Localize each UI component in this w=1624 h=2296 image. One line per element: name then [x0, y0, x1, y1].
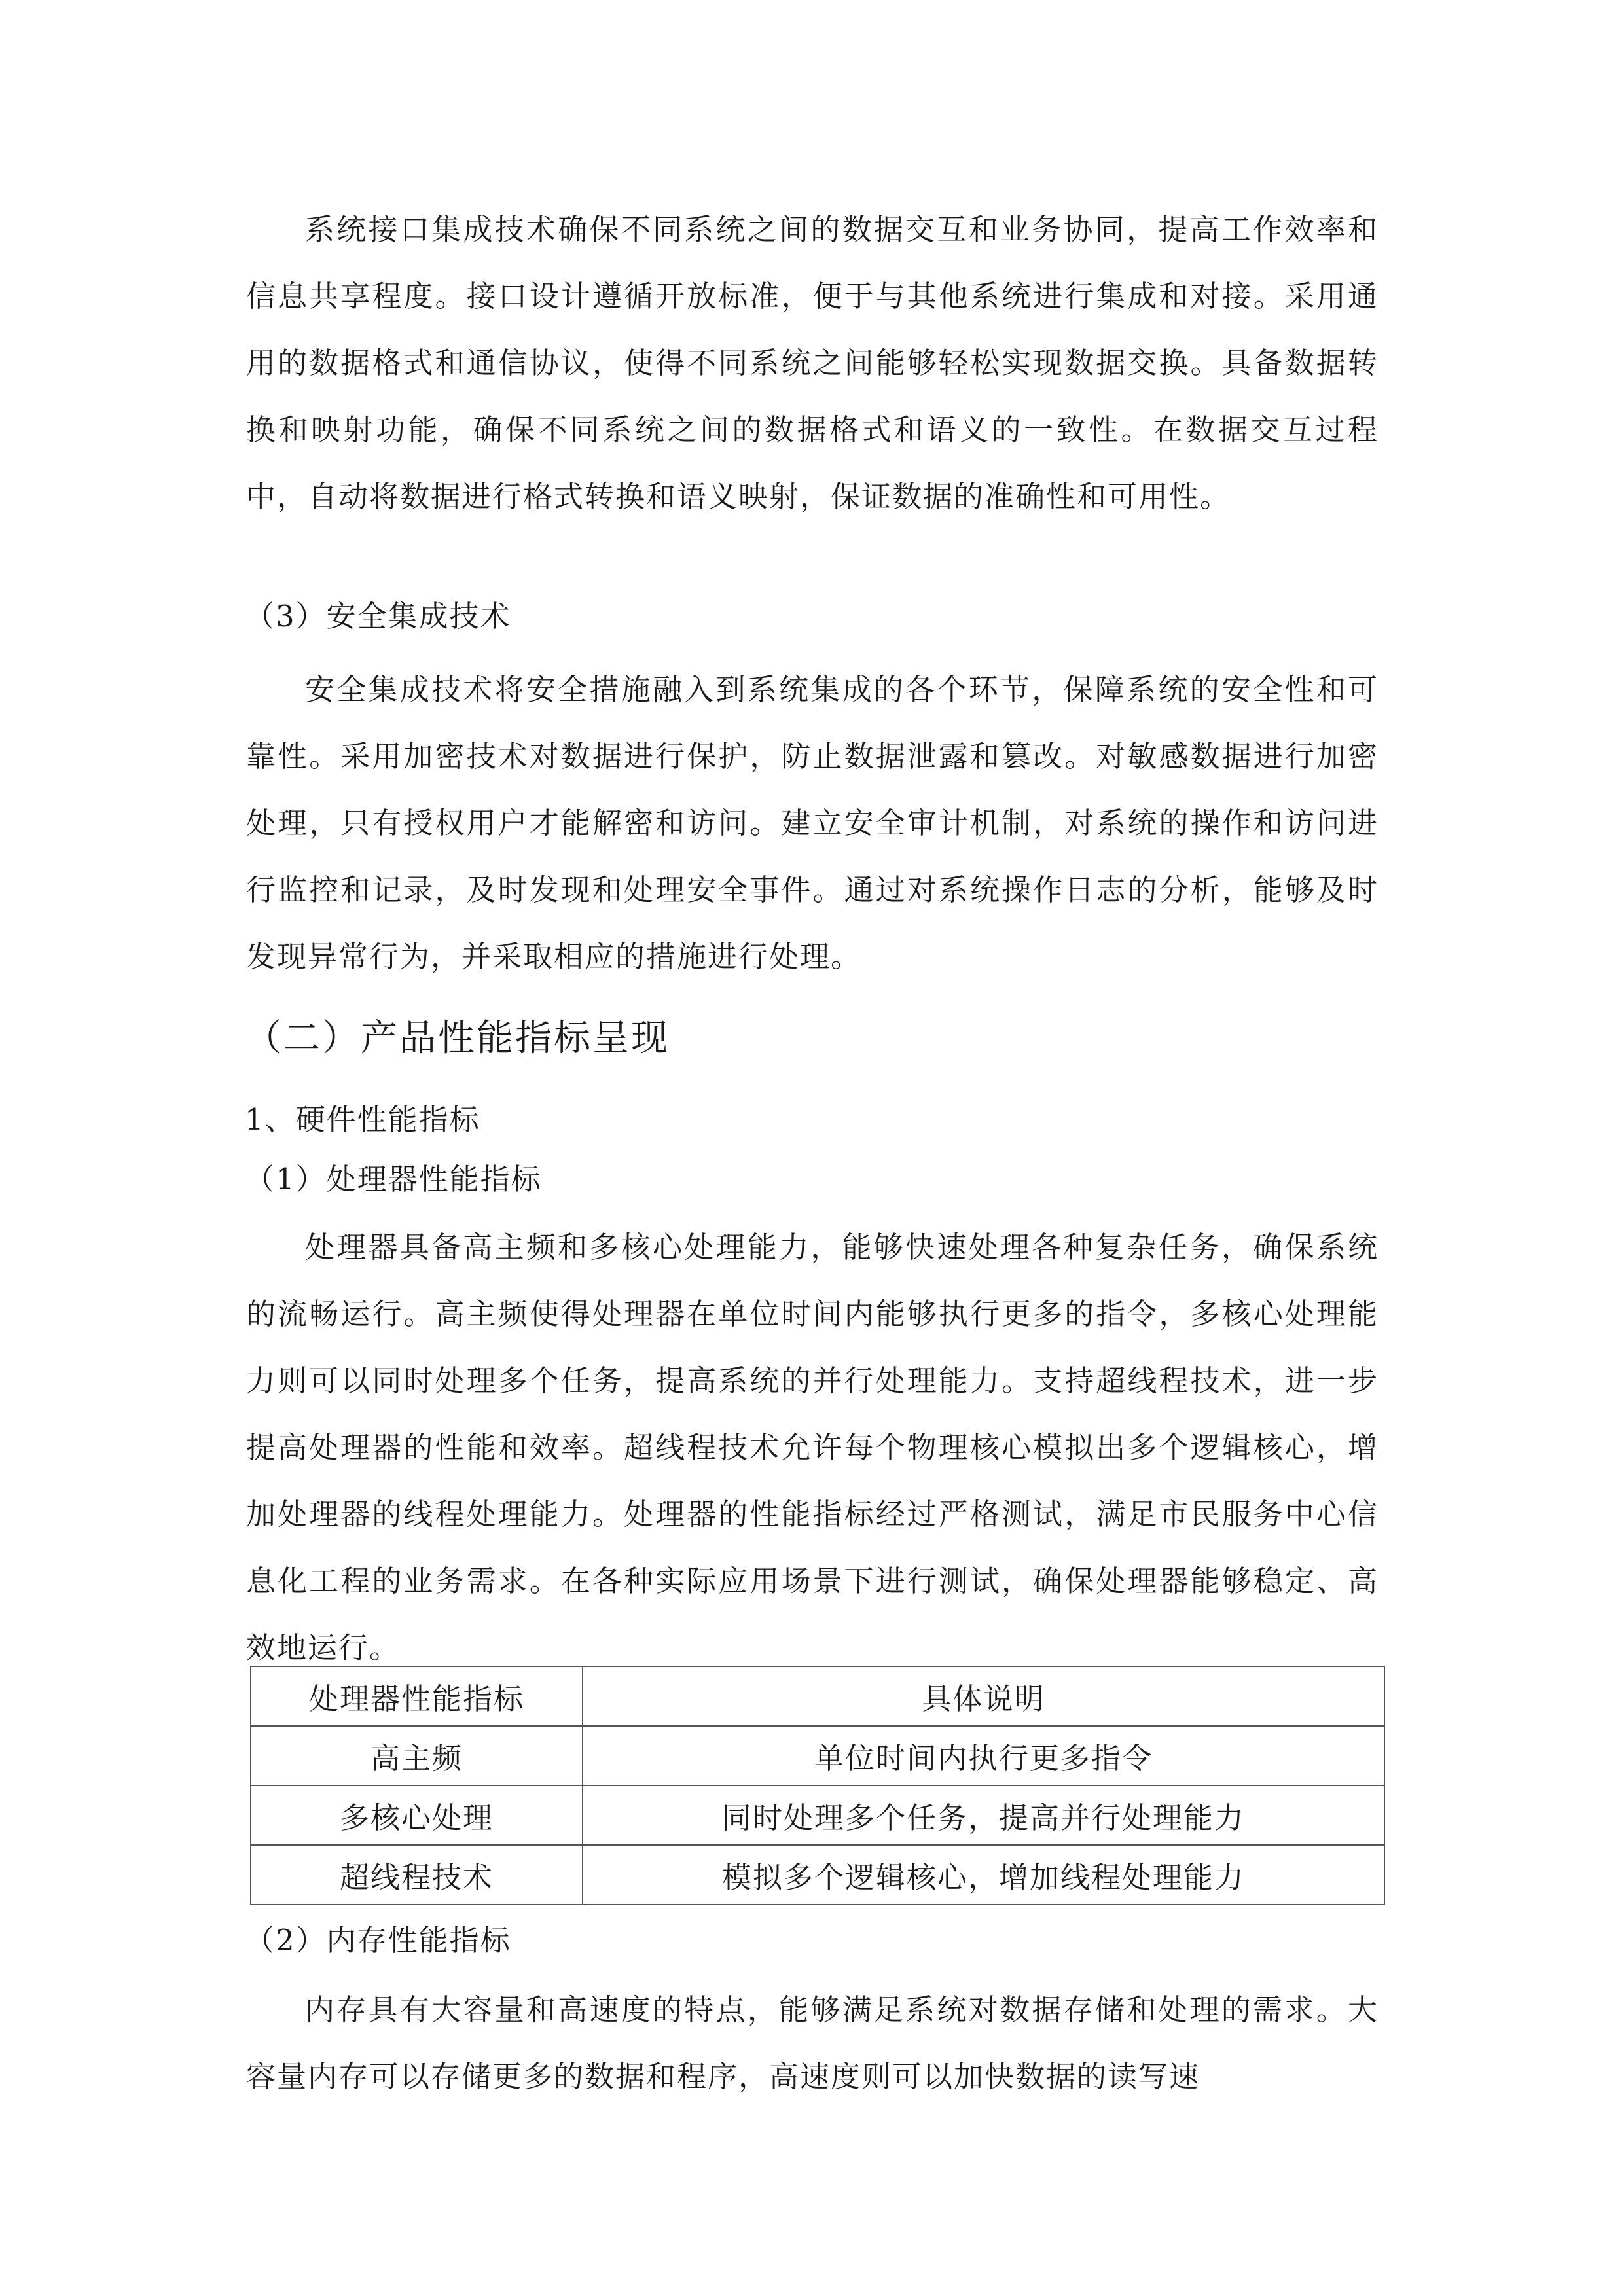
- table-header-cell: 处理器性能指标: [251, 1666, 583, 1726]
- paragraph-security-integration: 安全集成技术将安全措施融入到系统集成的各个环节，保障系统的安全性和可靠性。采用加密技术对数据进行保护，防止数据泄露和篡改。对敏感数据进行加密处理，只有授权用户才能解密和访问。建立安全审计机制，对系统的操作和访问进行监控和记录，及时发现和处理安全事件。通过对系统操作日志的分析，能够及时发现异常行为，并采取相应的措施进行处理。: [246, 672, 1379, 974]
- table-row: [251, 1845, 1384, 1905]
- heading-memory-metrics: （2）内存性能指标: [245, 1923, 511, 1958]
- paragraph-memory-metrics: 内存具有大容量和高速度的特点，能够满足系统对数据存储和处理的需求。大容量内存可以存储更多的数据和程序，高速度则可以加快数据的读写速: [246, 1992, 1379, 2094]
- heading-cpu-metrics: （1）处理器性能指标: [245, 1162, 542, 1196]
- table-header-row: [251, 1666, 1384, 1726]
- cpu-metrics-table: [250, 1666, 1385, 1905]
- table-cell: 同时处理多个任务，提高并行处理能力: [583, 1785, 1384, 1845]
- paragraph-cpu-metrics: 处理器具备高主频和多核心处理能力，能够快速处理各种复杂任务，确保系统的流畅运行。高主频使得处理器在单位时间内能够执行更多的指令，多核心处理能力则可以同时处理多个任务，提高系统的并行处理能力。支持超线程技术，进一步提高处理器的性能和效率。超线程技术允许每个物理核心模拟出多个逻辑核心，增加处理器的线程处理能力。处理器的性能指标经过严格测试，满足市民服务中心信息化工程的业务需求。在各种实际应用场景下进行测试，确保处理器能够稳定、高效地运行。: [246, 1230, 1379, 1665]
- table-cell: 多核心处理: [251, 1785, 583, 1845]
- heading-hardware-metrics: 1、硬件性能指标: [245, 1102, 480, 1137]
- table-cell: 超线程技术: [251, 1845, 583, 1905]
- table-header-cell: 具体说明: [583, 1666, 1384, 1726]
- heading-security-integration: （3）安全集成技术: [245, 599, 511, 634]
- paragraph-interface-integration: 系统接口集成技术确保不同系统之间的数据交互和业务协同，提高工作效率和信息共享程度。接口设计遵循开放标准，便于与其他系统进行集成和对接。采用通用的数据格式和通信协议，使得不同系统之间能够轻松实现数据交换。具备数据转换和映射功能，确保不同系统之间的数据格式和语义的一致性。在数据交互过程中，自动将数据进行格式转换和语义映射，保证数据的准确性和可用性。: [246, 212, 1379, 514]
- section-heading-performance: （二）产品性能指标呈现: [245, 1017, 670, 1060]
- table-row: [251, 1726, 1384, 1785]
- table-cell: 模拟多个逻辑核心，增加线程处理能力: [583, 1845, 1384, 1905]
- table-cell: 单位时间内执行更多指令: [583, 1726, 1384, 1785]
- table-cell: 高主频: [251, 1726, 583, 1785]
- table-row: [251, 1785, 1384, 1845]
